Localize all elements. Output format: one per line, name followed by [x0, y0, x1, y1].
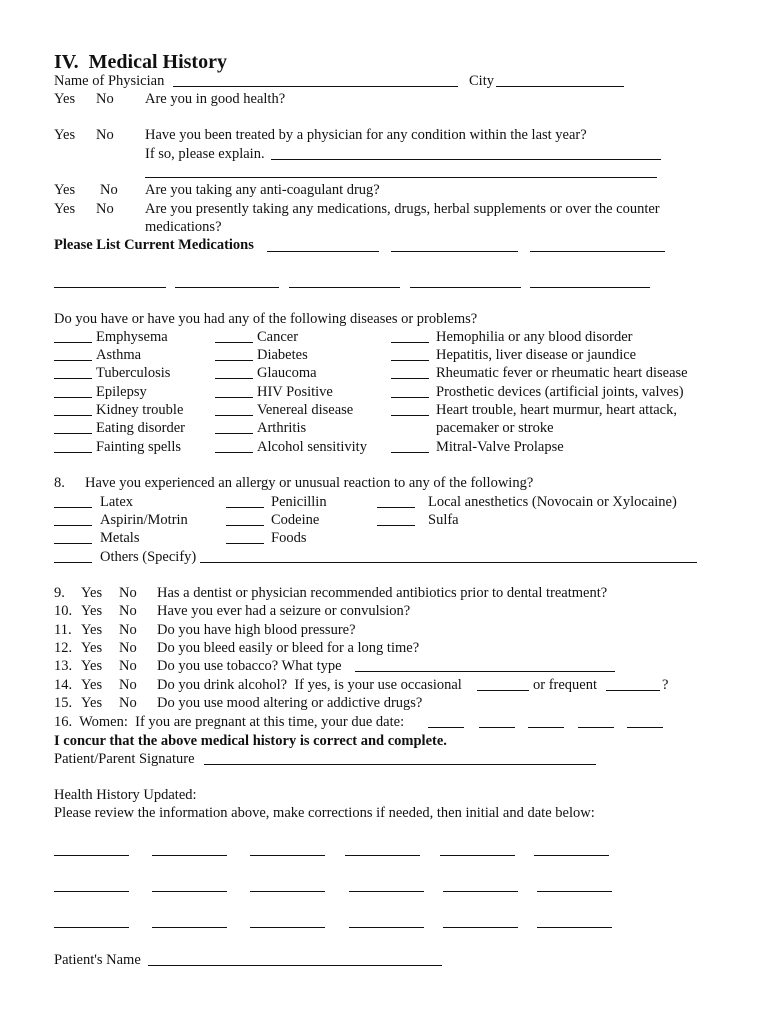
initial-date-field[interactable]: [250, 855, 325, 856]
initial-date-field[interactable]: [152, 855, 227, 856]
disease-check-field[interactable]: [54, 452, 92, 453]
yes-option[interactable]: Yes: [81, 603, 103, 619]
disease-label: Rheumatic fever or rheumatic heart disease: [436, 365, 688, 381]
allergy-check-field[interactable]: [226, 543, 264, 544]
initial-date-field[interactable]: [349, 927, 424, 928]
disease-check-field[interactable]: [215, 452, 253, 453]
disease-label-cont: pacemaker or stroke: [436, 420, 554, 436]
question-antibiotics: Has a dentist or physician recommended antibiotics prior to dental treatment?: [157, 585, 608, 601]
question-mood-drugs: Do you use mood altering or addictive drugs?: [157, 695, 423, 711]
initial-date-field[interactable]: [250, 927, 325, 928]
question-blood-pressure: Do you have high blood pressure?: [157, 622, 356, 638]
explain-label: If so, please explain.: [145, 146, 265, 162]
disease-label: Tuberculosis: [96, 365, 171, 381]
disease-label: Glaucoma: [257, 365, 317, 381]
disease-label: Fainting spells: [96, 439, 181, 455]
signature-label: Patient/Parent Signature: [54, 751, 195, 767]
no-option[interactable]: No: [100, 182, 118, 198]
physician-name-field[interactable]: [173, 86, 458, 87]
disease-check-field[interactable]: [54, 342, 92, 343]
alcohol-occasional-field[interactable]: [477, 690, 529, 691]
disease-check-field[interactable]: [391, 397, 429, 398]
disease-check-field[interactable]: [215, 342, 253, 343]
medication-field[interactable]: [530, 251, 665, 252]
diseases-question: Do you have or have you had any of the following diseases or problems?: [54, 311, 478, 327]
no-option[interactable]: No: [119, 640, 137, 656]
disease-check-field[interactable]: [215, 433, 253, 434]
yes-option[interactable]: Yes: [81, 658, 103, 674]
initial-date-field[interactable]: [443, 927, 518, 928]
yes-option[interactable]: Yes: [81, 695, 103, 711]
allergy-question: Have you experienced an allergy or unusual reaction to any of the following?: [85, 475, 534, 491]
allergy-label: Foods: [271, 530, 307, 546]
disease-label: Mitral-Valve Prolapse: [436, 439, 564, 455]
no-option[interactable]: No: [96, 201, 114, 217]
city-label: City: [469, 73, 494, 89]
medication-field[interactable]: [267, 251, 379, 252]
page-title: IV. Medical History: [54, 51, 227, 73]
allergy-label: Metals: [100, 530, 140, 546]
disease-label: Venereal disease: [257, 402, 354, 418]
disease-label: Diabetes: [257, 347, 308, 363]
question-alcohol: Do you drink alcohol? If yes, is your use occasional: [157, 677, 462, 693]
medication-field[interactable]: [391, 251, 518, 252]
no-option[interactable]: No: [119, 585, 137, 601]
disease-check-field[interactable]: [54, 433, 92, 434]
initial-date-field[interactable]: [54, 891, 129, 892]
question-good-health: Are you in good health?: [145, 91, 286, 107]
medication-field[interactable]: [54, 287, 166, 288]
disease-label: Asthma: [96, 347, 142, 363]
initial-date-field[interactable]: [345, 855, 420, 856]
due-date-field[interactable]: [627, 727, 663, 728]
allergy-number: 8.: [54, 475, 65, 491]
initial-date-field[interactable]: [152, 927, 227, 928]
medication-field[interactable]: [289, 287, 400, 288]
allergy-check-field[interactable]: [54, 543, 92, 544]
question-mark: ?: [662, 677, 669, 693]
no-option[interactable]: No: [96, 127, 114, 143]
question-number: 14.: [54, 677, 73, 693]
city-field[interactable]: [496, 86, 624, 87]
allergy-check-field[interactable]: [377, 507, 415, 508]
yes-option[interactable]: Yes: [54, 127, 76, 143]
allergy-check-field[interactable]: [377, 525, 415, 526]
allergy-label: Sulfa: [428, 512, 459, 528]
disease-label: Epilepsy: [96, 384, 147, 400]
review-instructions: Please review the information above, make corrections if needed, then initial and date below:: [54, 805, 595, 821]
question-number: 12.: [54, 640, 73, 656]
disease-label: Kidney trouble: [96, 402, 184, 418]
disease-label: Emphysema: [96, 329, 168, 345]
question-medications: Are you presently taking any medications, drugs, herbal supplements or over the counter: [145, 201, 660, 217]
disease-check-field[interactable]: [215, 360, 253, 361]
disease-check-field[interactable]: [215, 397, 253, 398]
initial-date-field[interactable]: [54, 927, 129, 928]
question-medications-cont: medications?: [145, 219, 222, 235]
allergy-label: Codeine: [271, 512, 320, 528]
yes-option[interactable]: Yes: [54, 91, 76, 107]
due-date-field[interactable]: [578, 727, 614, 728]
concur-statement: I concur that the above medical history is correct and complete.: [54, 733, 447, 749]
disease-check-field[interactable]: [391, 360, 429, 361]
due-date-field[interactable]: [428, 727, 464, 728]
initial-date-field[interactable]: [534, 855, 609, 856]
no-option[interactable]: No: [119, 677, 137, 693]
question-number: 9.: [54, 585, 65, 601]
question-tobacco: Do you use tobacco? What type: [157, 658, 342, 674]
disease-label: Cancer: [257, 329, 299, 345]
no-option[interactable]: No: [119, 695, 137, 711]
disease-label: Eating disorder: [96, 420, 185, 436]
physician-label: Name of Physician: [54, 73, 165, 89]
allergy-label: Penicillin: [271, 494, 327, 510]
disease-label: Heart trouble, heart murmur, heart attack,: [436, 402, 677, 418]
allergy-check-field[interactable]: [226, 525, 264, 526]
question-pregnancy: 16. Women: If you are pregnant at this time, your due date:: [54, 714, 405, 730]
question-seizure: Have you ever had a seizure or convulsion?: [157, 603, 411, 619]
disease-check-field[interactable]: [391, 415, 429, 416]
or-frequent-label: or frequent: [533, 677, 598, 693]
no-option[interactable]: No: [119, 603, 137, 619]
others-specify-field[interactable]: [200, 562, 697, 563]
yes-option[interactable]: Yes: [81, 640, 103, 656]
disease-label: Hepatitis, liver disease or jaundice: [436, 347, 637, 363]
allergy-check-field[interactable]: [54, 562, 92, 563]
disease-label: Arthritis: [257, 420, 307, 436]
patient-name-field[interactable]: [148, 965, 442, 966]
disease-check-field[interactable]: [215, 415, 253, 416]
patient-name-label: Patient's Name: [54, 952, 141, 968]
initial-date-field[interactable]: [537, 927, 612, 928]
disease-check-field[interactable]: [54, 378, 92, 379]
question-number: 15.: [54, 695, 73, 711]
yes-option[interactable]: Yes: [81, 585, 103, 601]
initial-date-field[interactable]: [349, 891, 424, 892]
explain-field[interactable]: [271, 159, 661, 160]
question-bleeding: Do you bleed easily or bleed for a long time?: [157, 640, 420, 656]
tobacco-type-field[interactable]: [355, 671, 615, 672]
list-medications-label: Please List Current Medications: [54, 237, 254, 253]
disease-label: Alcohol sensitivity: [257, 439, 367, 455]
question-number: 10.: [54, 603, 73, 619]
disease-check-field[interactable]: [215, 378, 253, 379]
disease-check-field[interactable]: [391, 452, 429, 453]
allergy-label: Aspirin/Motrin: [100, 512, 188, 528]
initial-date-field[interactable]: [537, 891, 612, 892]
allergy-check-field[interactable]: [54, 525, 92, 526]
yes-option[interactable]: Yes: [81, 677, 103, 693]
updated-label: Health History Updated:: [54, 787, 197, 803]
question-number: 13.: [54, 658, 73, 674]
initial-date-field[interactable]: [54, 855, 129, 856]
disease-check-field[interactable]: [391, 378, 429, 379]
initial-date-field[interactable]: [152, 891, 227, 892]
allergy-label: Others (Specify): [100, 549, 197, 565]
initial-date-field[interactable]: [440, 855, 515, 856]
medication-field[interactable]: [530, 287, 650, 288]
disease-check-field[interactable]: [54, 397, 92, 398]
disease-check-field[interactable]: [54, 415, 92, 416]
medication-field[interactable]: [410, 287, 521, 288]
question-number: 11.: [54, 622, 72, 638]
due-date-field[interactable]: [479, 727, 515, 728]
yes-option[interactable]: Yes: [54, 182, 76, 198]
initial-date-field[interactable]: [250, 891, 325, 892]
no-option[interactable]: No: [96, 91, 114, 107]
no-option[interactable]: No: [119, 658, 137, 674]
allergy-check-field[interactable]: [226, 507, 264, 508]
question-treated: Have you been treated by a physician for any condition within the last year?: [145, 127, 587, 143]
yes-option[interactable]: Yes: [54, 201, 76, 217]
yes-option[interactable]: Yes: [81, 622, 103, 638]
initial-date-field[interactable]: [443, 891, 518, 892]
no-option[interactable]: No: [119, 622, 137, 638]
disease-check-field[interactable]: [391, 342, 429, 343]
question-anticoagulant: Are you taking any anti-coagulant drug?: [145, 182, 380, 198]
allergy-label: Latex: [100, 494, 134, 510]
medication-field[interactable]: [175, 287, 279, 288]
disease-check-field[interactable]: [54, 360, 92, 361]
allergy-label: Local anesthetics (Novocain or Xylocaine): [428, 494, 677, 510]
disease-label: HIV Positive: [257, 384, 333, 400]
allergy-check-field[interactable]: [54, 507, 92, 508]
explain-field-2[interactable]: [145, 177, 657, 178]
disease-label: Hemophilia or any blood disorder: [436, 329, 633, 345]
signature-field[interactable]: [204, 764, 596, 765]
disease-label: Prosthetic devices (artificial joints, valves): [436, 384, 684, 400]
alcohol-frequent-field[interactable]: [606, 690, 660, 691]
due-date-field[interactable]: [528, 727, 564, 728]
